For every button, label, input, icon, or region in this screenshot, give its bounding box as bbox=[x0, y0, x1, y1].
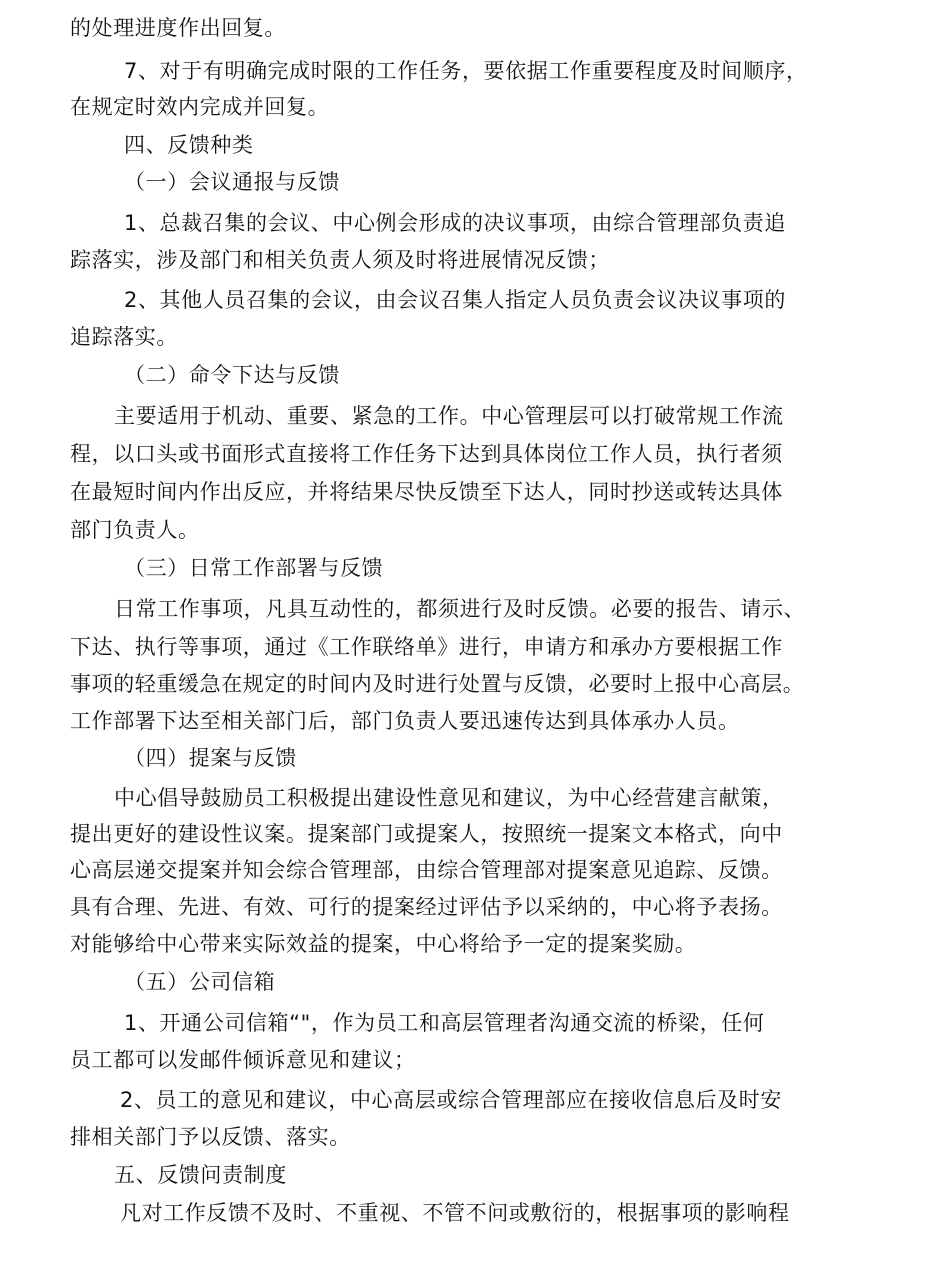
text-line: 在规定时效内完成并回复。 bbox=[70, 95, 330, 119]
text-line: 1、总裁召集的会议、中心例会形成的决议事项，由综合管理部负责追 bbox=[124, 211, 786, 235]
subsection-heading: （二）命令下达与反馈 bbox=[124, 363, 340, 387]
text-line: 2、其他人员召集的会议，由会议召集人指定人员负责会议决议事项的 bbox=[124, 288, 786, 312]
section-heading: 四、反馈种类 bbox=[124, 133, 254, 157]
text-line: 下达、执行等事项，通过《工作联络单》进行，申请方和承办方要根据工作 bbox=[70, 635, 783, 659]
text-line: 工作部署下达至相关部门后，部门负责人要迅速传达到具体承办人员。 bbox=[70, 709, 740, 733]
subsection-heading: （一）会议通报与反馈 bbox=[124, 170, 340, 194]
text-line: 具有合理、先进、有效、可行的提案经过评估予以采纳的，中心将予表扬。 bbox=[70, 895, 783, 919]
text-line: 心高层递交提案并知会综合管理部，由综合管理部对提案意见追踪、反馈。 bbox=[70, 858, 783, 882]
text-line: 部门负责人。 bbox=[70, 518, 200, 542]
text-line: 在最短时间内作出反应，并将结果尽快反馈至下达人，同时抄送或转达具体 bbox=[70, 480, 783, 504]
text-line: 日常工作事项，凡具互动性的，都须进行及时反馈。必要的报告、请示、 bbox=[114, 597, 806, 621]
text-line: 凡对工作反馈不及时、不重视、不管不问或敷衍的，根据事项的影响程 bbox=[120, 1201, 790, 1225]
subsection-heading: （三）日常工作部署与反馈 bbox=[124, 556, 384, 580]
text-line: 踪落实，涉及部门和相关负责人须及时将进展情况反馈； bbox=[70, 248, 610, 272]
text-line: 的处理进度作出回复。 bbox=[70, 16, 286, 40]
section-heading: 五、反馈问责制度 bbox=[114, 1163, 287, 1187]
text-line: 排相关部门予以反馈、落实。 bbox=[70, 1125, 351, 1149]
subsection-heading: （五）公司信箱 bbox=[124, 970, 276, 994]
text-line: 提出更好的建设性议案。提案部门或提案人，按照统一提案文本格式，向中 bbox=[70, 822, 783, 846]
text-line: 对能够给中心带来实际效益的提案，中心将给予一定的提案奖励。 bbox=[70, 932, 697, 956]
text-line: 程，以口头或书面形式直接将工作任务下达到具体岗位工作人员，执行者须 bbox=[70, 442, 783, 466]
text-line: 2、员工的意见和建议，中心高层或综合管理部应在接收信息后及时安 bbox=[120, 1088, 782, 1112]
text-line: 员工都可以发邮件倾诉意见和建议； bbox=[70, 1048, 416, 1072]
text-line: 7、对于有明确完成时限的工作任务，要依据工作重要程度及时间顺序， bbox=[124, 59, 808, 83]
text-line: 事项的轻重缓急在规定的时间内及时进行处置与反馈，必要时上报中心高层。 bbox=[70, 672, 805, 696]
text-line: 主要适用于机动、重要、紧急的工作。中心管理层可以打破常规工作流 bbox=[114, 404, 784, 428]
text-line: 追踪落实。 bbox=[70, 325, 178, 349]
subsection-heading: （四）提案与反馈 bbox=[124, 746, 297, 770]
text-line: 1、开通公司信箱“"，作为员工和高层管理者沟通交流的桥梁，任何 bbox=[124, 1011, 765, 1035]
text-line: 中心倡导鼓励员工积极提出建设性意见和建议，为中心经营建言献策， bbox=[114, 786, 784, 810]
